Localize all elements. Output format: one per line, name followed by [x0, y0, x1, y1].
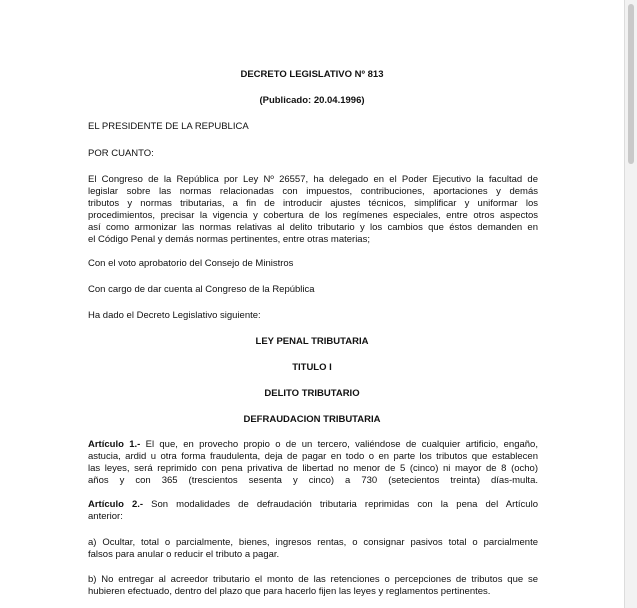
article-2-line — [88, 499, 538, 511]
article-1-line: años y con 365 (trescientos sesenta y cinco) a 730 (setecientos treinta) días-multa. — [88, 475, 538, 486]
article-1-text: El que, en provecho propio o de un tercero, valiéndose de cualquier artificio, engaño, — [140, 439, 538, 450]
president-line: EL PRESIDENTE DE LA REPUBLICA — [88, 121, 249, 132]
intro-line: El Congreso de la República por Ley Nº 26557, ha delegado en el Poder Ejecutivo la facultad de — [88, 174, 538, 185]
article-1-line — [88, 439, 538, 451]
document-title: DECRETO LEGISLATIVO Nº 813 — [240, 69, 384, 80]
item-b — [88, 574, 538, 598]
intro-line: el Código Penal y demás normas pertinentes, entre otras materias; — [88, 234, 370, 245]
delito-heading: DELITO TRIBUTARIO — [264, 388, 360, 399]
item-a — [88, 537, 538, 561]
intro-line: legislar sobre las normas relacionadas con impuestos, contribuciones, aportaciones y demás — [88, 186, 538, 197]
article-2-label: Artículo 2.- — [88, 499, 144, 510]
item-b-line: b) No entregar al acreedor tributario el monto de las retenciones o percepciones de tributos que se — [88, 574, 538, 585]
item-a-line: falsos para anular o reducir el tributo a pagar. — [88, 549, 280, 560]
article-2-text: Son modalidades de defraudación tributaria reprimidas con la pena del Artículo — [143, 499, 538, 510]
article-1-line: las leyes, será reprimido con pena privativa de libertad no menor de 5 (cinco) ni mayor de 8 (ocho) — [88, 463, 538, 474]
law-title: LEY PENAL TRIBUTARIA — [255, 336, 369, 347]
article-1-label: Artículo 1.- — [88, 439, 141, 450]
titulo-heading: TITULO I — [292, 362, 332, 373]
article-1 — [88, 439, 538, 487]
cargo-line: Con cargo de dar cuenta al Congreso de la República — [88, 284, 315, 295]
article-1-line: astucia, ardid u otra forma fraudulenta, deja de pagar en todo o en parte los tributos que establecen — [88, 451, 538, 462]
article-2-line: anterior: — [88, 511, 123, 522]
intro-line: tributos y normas tributarias, a fin de introducir ajustes técnicos, simplificar y uniformar los — [88, 198, 538, 209]
intro-line: así como armonizar las normas relativas al delito tributario y los cambios que éstos demanden en — [88, 222, 538, 233]
intro-line: procedimientos, precisar la vigencia y cobertura de los regímenes especiales, entre otros aspectos — [88, 210, 538, 221]
voto-line: Con el voto aprobatorio del Consejo de Ministros — [88, 258, 294, 269]
publication-date: (Publicado: 20.04.1996) — [259, 95, 365, 106]
defraudacion-heading: DEFRAUDACION TRIBUTARIA — [243, 414, 381, 425]
por-cuanto: POR CUANTO: — [88, 148, 154, 159]
ha-dado-line: Ha dado el Decreto Legislativo siguiente: — [88, 310, 261, 321]
item-b-line: hubieren efectuado, dentro del plazo que para hacerlo fijen las leyes y reglamentos pertinentes. — [88, 586, 491, 597]
intro-paragraph — [88, 174, 538, 246]
article-2 — [88, 499, 538, 523]
vertical-scrollbar[interactable] — [624, 0, 637, 608]
scrollbar-thumb[interactable] — [628, 4, 634, 164]
item-a-line: a) Ocultar, total o parcialmente, bienes, ingresos rentas, o consignar pasivos total o parcialmente — [88, 537, 538, 548]
